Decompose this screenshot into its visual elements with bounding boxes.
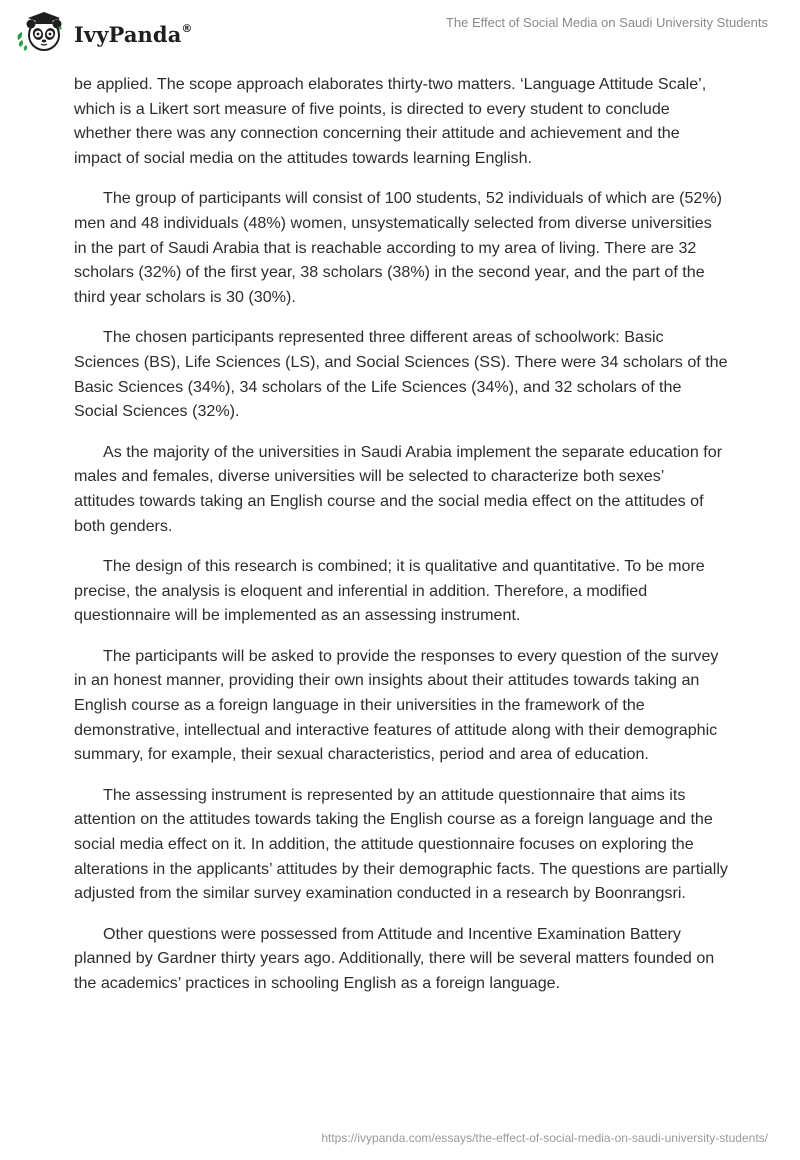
paragraph-schoolwork-areas: The chosen participants represented three different areas of schoolwork: Basic Sciences (BS), Life Sciences (LS), and Social Sciences (SS). There were 34 scholars of the Basic Sciences (34%), 34 scholars of the Life Sciences (34%), and 32 scholars of the Social Sciences (32%). [74,328,728,421]
registered-mark: ® [181,21,193,35]
ivypanda-logo[interactable] [14,10,193,54]
paragraph-separate-education: As the majority of the universities in Saudi Arabia implement the separate education for males and females, diverse universities will be selected to characterize both sexes’ attitudes towards taking an English course and the social media effect on the attitudes of both genders. [74,442,723,535]
paragraph-continuation: be applied. The scope approach elaborates thirty-two matters. ‘Language Attitude Scale’, which is a Likert sort measure of five points, is directed to every student to conclude whether there was any connection concerning their attitude and achievement and the impact of social media on the attitudes towards learning English. [74,75,707,167]
brand-name: IvyPanda® [74,21,193,47]
paragraph-research-design: The design of this research is combined; it is qualitative and quantitative. To be more precise, the analysis is eloquent and inferential in addition. Therefore, a modified questionnaire will be implemented as an assessing instrument. [74,557,705,625]
document-title: The Effect of Social Media on Saudi University Students [445,15,768,30]
paragraph-instrument: The assessing instrument is represented by an attitude questionnaire that aims its attention on the attitudes towards taking the English course as a foreign language and the social media effect on it. In addition, the attitude questionnaire focuses on exploring the alterations in the applicants’ attitudes by their demographic facts. The questions are partially adjusted from the similar survey examination conducted in a research by Boonrangsri. [74,785,728,903]
essay-body [74,72,728,1012]
paragraph-responses: The participants will be asked to provide the responses to every question of the survey in an honest manner, providing their own insights about their attitudes towards taking an English course as a foreign language in their universities in the framework of the demonstrative, intellectual and interactive features of attitude along with their demographic summary, for example, their sexual characteristics, period and area of education. [74,646,719,764]
page-header [0,0,800,64]
paragraph-other-questions: Other questions were possessed from Attitude and Incentive Examination Battery planned by Gardner thirty years ago. Additionally, there will be several matters founded on the academics’ practices in schooling English as a foreign language. [74,924,715,992]
paragraph-participants: The group of participants will consist of 100 students, 52 individuals of which are (52%) men and 48 individuals (48%) women, unsystematically selected from diverse universities in the part of Saudi Arabia that is reachable according to my area of living. There are 32 scholars (32%) of the first year, 38 scholars (38%) in the second year, and the part of the third year scholars is 30 (30%). [74,189,723,306]
panda-graduate-icon [14,10,70,54]
source-url[interactable]: https://ivypanda.com/essays/the-effect-of-social-media-on-saudi-university-students/ [321,1131,768,1145]
